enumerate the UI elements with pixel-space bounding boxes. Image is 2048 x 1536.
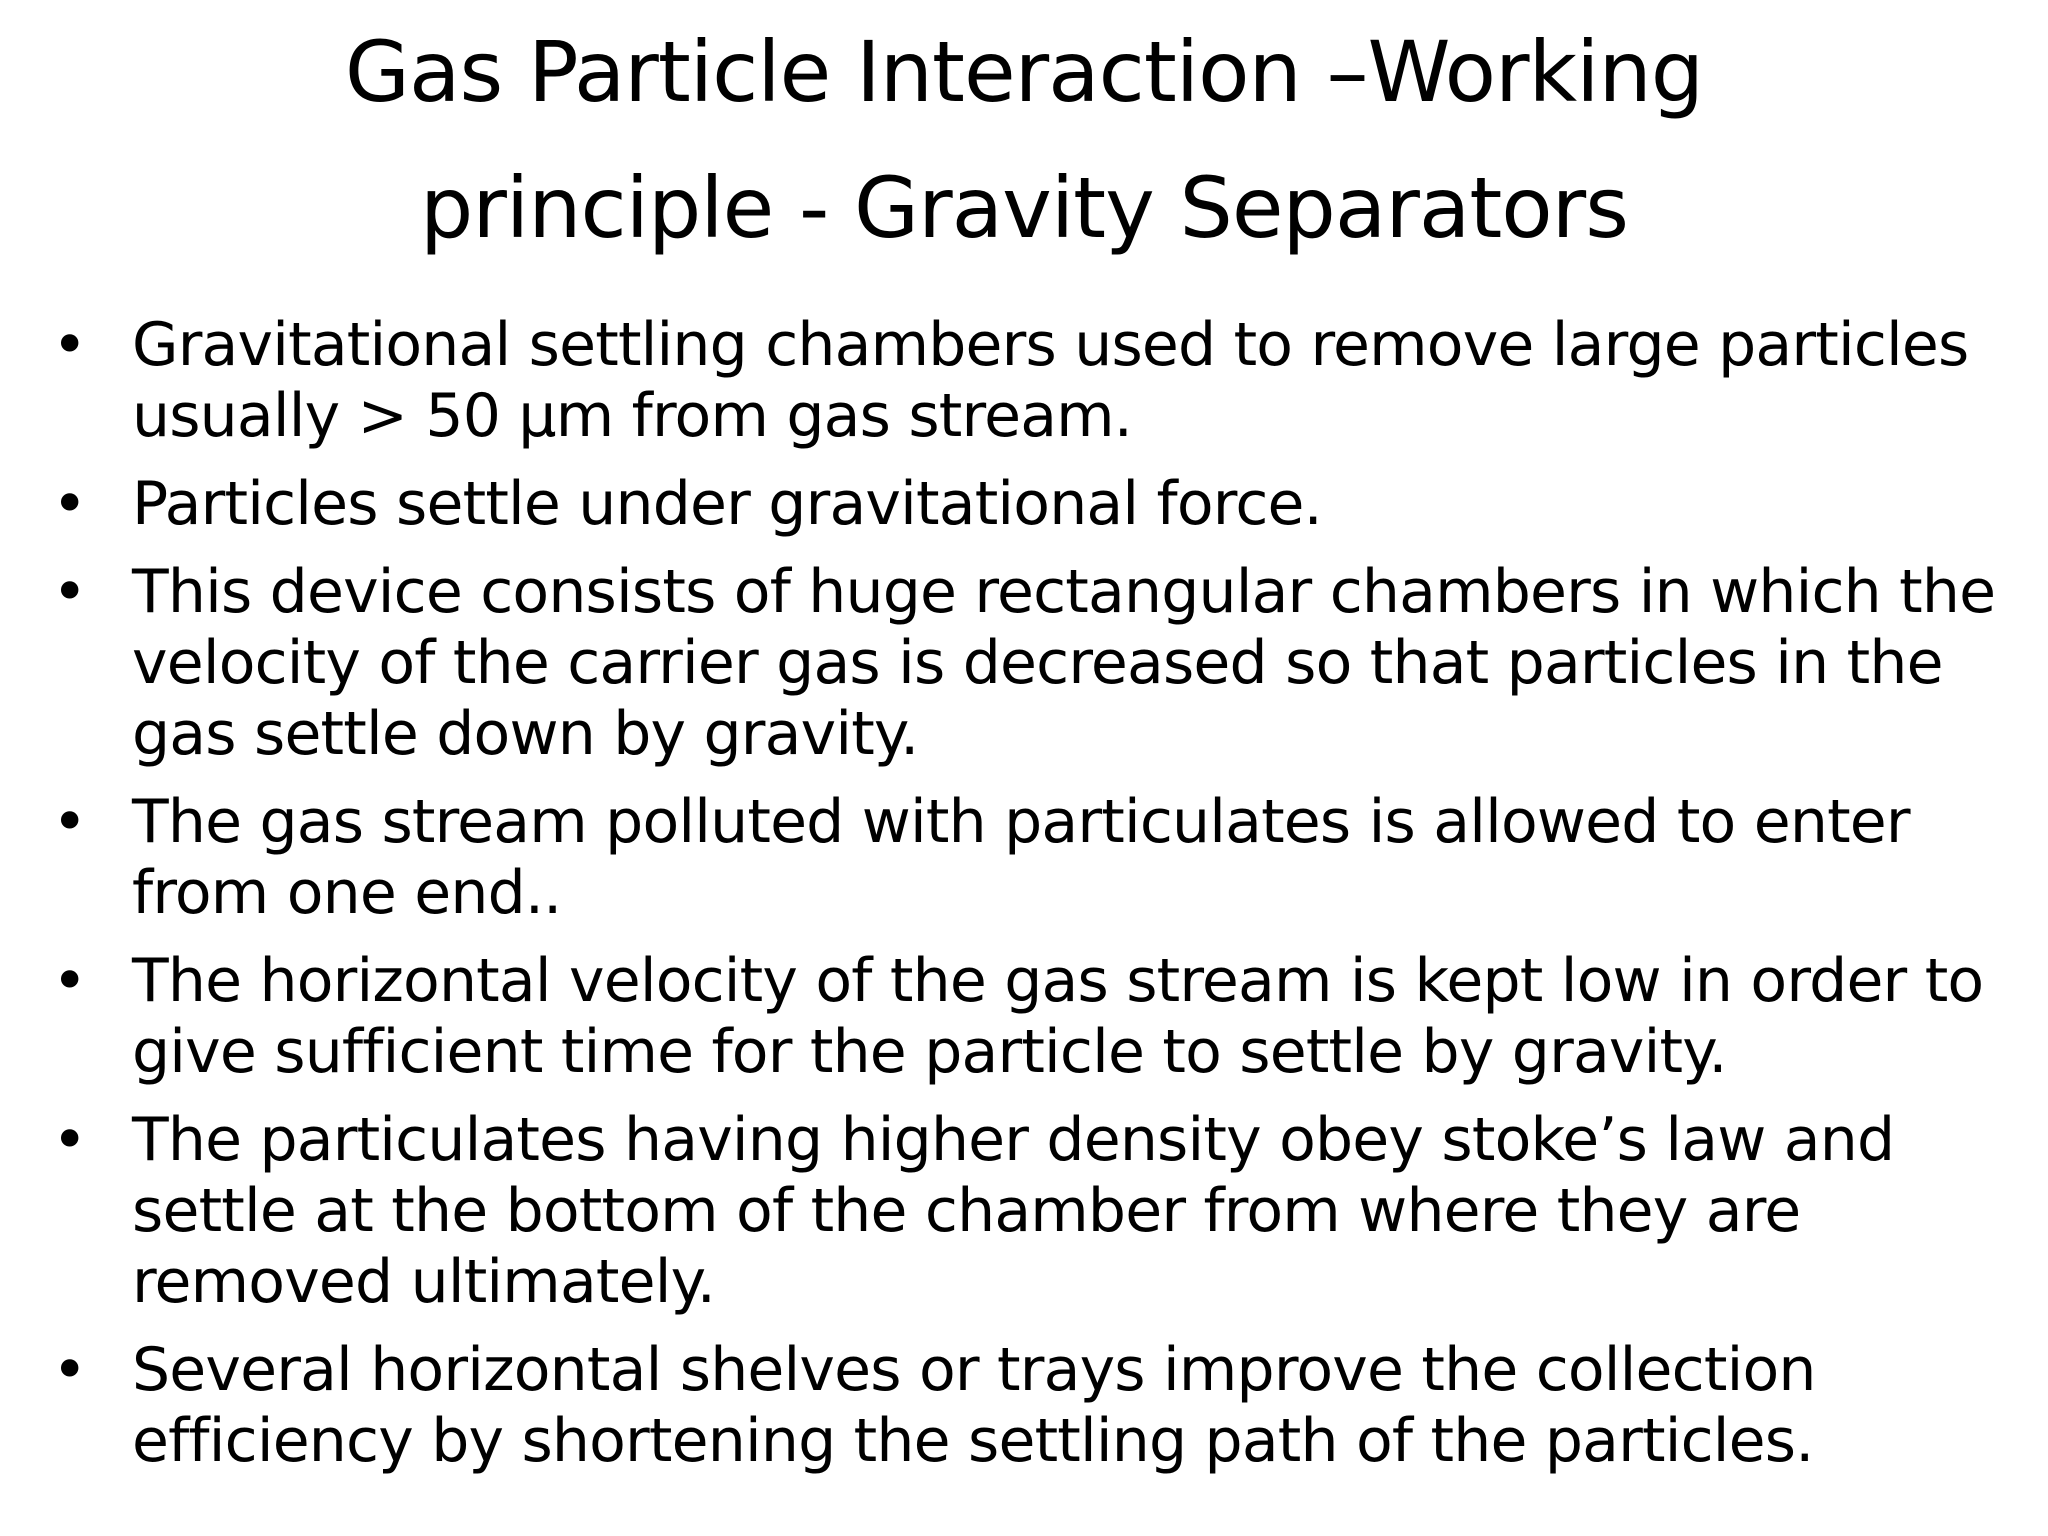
bullet-list	[52, 310, 2027, 1494]
slide-title-line-1: Gas Particle Interaction –Working	[344, 23, 1704, 121]
slide-title-line-2: principle - Gravity Separators	[420, 159, 1628, 257]
bullet-text: The gas stream polluted with particulates is allowed to enter from one end..	[132, 787, 1910, 928]
bullet-item	[52, 787, 2027, 929]
bullet-item	[52, 469, 2027, 540]
bullet-icon: •	[52, 310, 87, 380]
bullet-text: Several horizontal shelves or trays improve the collection efficiency by shortening the settling path of the particles.	[132, 1335, 1816, 1476]
bullet-text: Gravitational settling chambers used to remove large particles usually > 50 µm from gas stream.	[132, 310, 1969, 451]
bullet-icon: •	[52, 1105, 87, 1175]
slide-title	[140, 4, 1908, 276]
bullet-item	[52, 310, 2027, 452]
bullet-icon: •	[52, 557, 87, 627]
bullet-text: The particulates having higher density obey stoke’s law and settle at the bottom of the chamber from where they are removed ultimately.	[132, 1105, 1895, 1317]
bullet-item	[52, 1335, 2027, 1477]
bullet-text: Particles settle under gravitational force.	[132, 469, 1322, 539]
bullet-item	[52, 1105, 2027, 1318]
bullet-text: This device consists of huge rectangular chambers in which the velocity of the carrier gas is decreased so that particles in the gas settle down by gravity.	[132, 557, 1996, 769]
bullet-icon: •	[52, 1335, 87, 1405]
bullet-item	[52, 557, 2027, 770]
bullet-item	[52, 946, 2027, 1088]
bullet-icon: •	[52, 469, 87, 539]
bullet-text: The horizontal velocity of the gas stream is kept low in order to give sufficient time for the particle to settle by gravity.	[132, 946, 1984, 1087]
bullet-icon: •	[52, 787, 87, 857]
bullet-icon: •	[52, 946, 87, 1016]
